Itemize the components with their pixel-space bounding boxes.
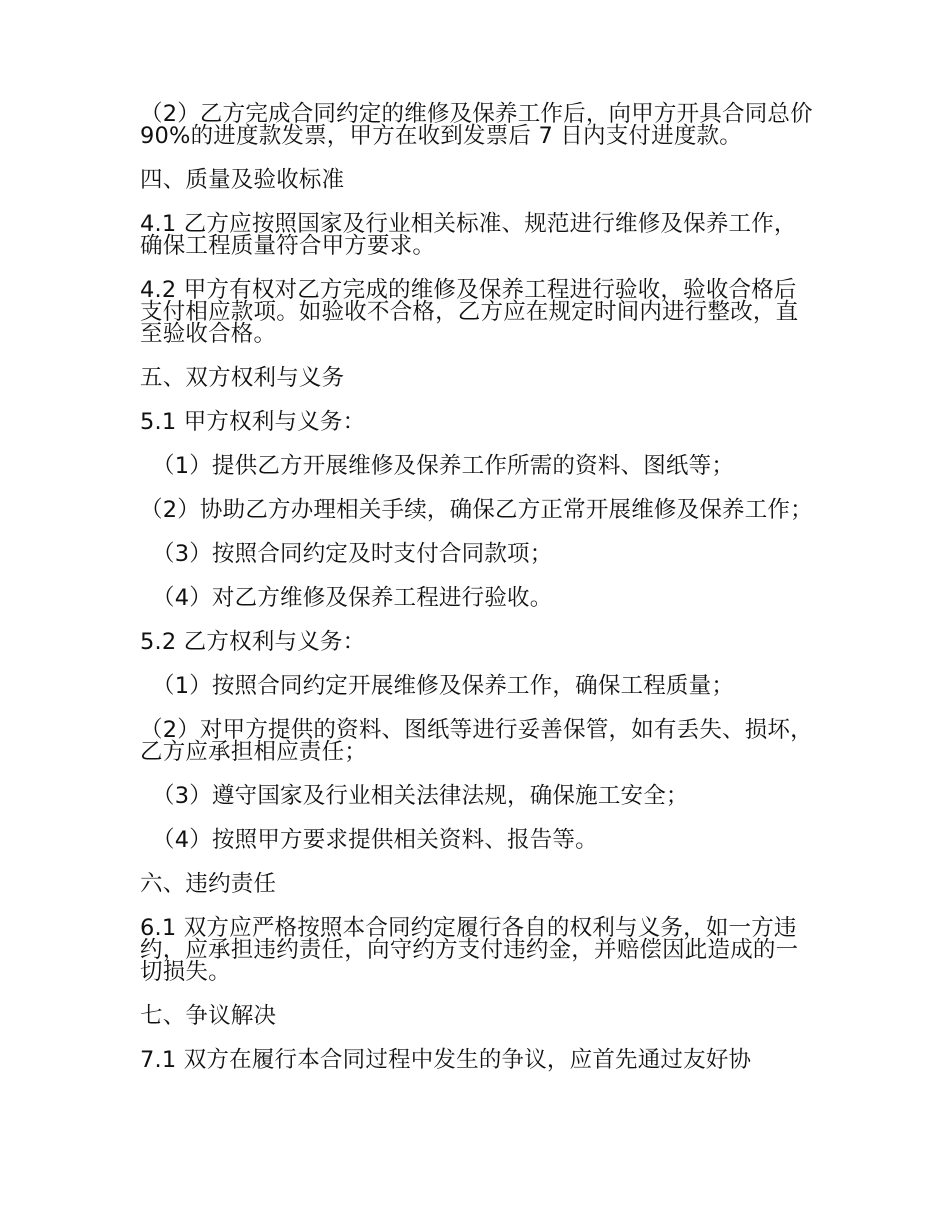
heading-dispute-resolution: 七、争议解决	[140, 1003, 277, 1029]
paragraph-5-1: 5.1 甲方权利与义务：	[140, 409, 366, 435]
list-item-5-2-4: （4）按照甲方要求提供相关资料、报告等。	[152, 827, 598, 853]
paragraph-7-1: 7.1 双方在履行本合同过程中发生的争议，应首先通过友好协	[140, 1047, 752, 1073]
document-body	[140, 103, 815, 1093]
list-item-5-1-1: （1）提供乙方开展维修及保养工作所需的资料、图纸等；	[152, 453, 735, 479]
paragraph-payment-2: （2）乙方完成合同约定的维修及保养工作后，向甲方开具合同总价 90%的进度款发票，甲方在收到发票后 7 日内支付进度款。	[140, 101, 813, 149]
heading-quality-acceptance: 四、质量及验收标准	[140, 167, 345, 193]
heading-liability: 六、违约责任	[140, 871, 277, 897]
list-item-5-2-3: （3）遵守国家及行业相关法律法规，确保施工安全；	[152, 783, 689, 809]
list-item-5-2-2: （2）对甲方提供的资料、图纸等进行妥善保管，如有丢失、损坏，乙方应承担相应责任；	[140, 717, 813, 765]
list-item-5-1-2: （2）协助乙方办理相关手续，确保乙方正常开展维修及保养工作；	[140, 497, 813, 523]
list-item-5-2-1: （1）按照合同约定开展维修及保养工作，确保工程质量；	[152, 673, 735, 699]
list-item-5-1-4: （4）对乙方维修及保养工程进行验收。	[152, 585, 553, 611]
paragraph-5-2: 5.2 乙方权利与义务：	[140, 629, 366, 655]
paragraph-6-1: 6.1 双方应严格按照本合同约定履行各自的权利与义务，如一方违约，应承担违约责任，向守约方支付违约金，并赔偿因此造成的一切损失。	[140, 915, 799, 985]
list-item-5-1-3: （3）按照合同约定及时支付合同款项；	[152, 541, 553, 567]
paragraph-4-2: 4.2 甲方有权对乙方完成的维修及保养工程进行验收，验收合格后支付相应款项。如验收不合格，乙方应在规定时间内进行整改，直至验收合格。	[140, 277, 799, 347]
paragraph-4-1: 4.1 乙方应按照国家及行业相关标准、规范进行维修及保养工作，确保工程质量符合甲方要求。	[140, 211, 797, 259]
heading-rights-obligations: 五、双方权利与义务	[140, 365, 345, 391]
